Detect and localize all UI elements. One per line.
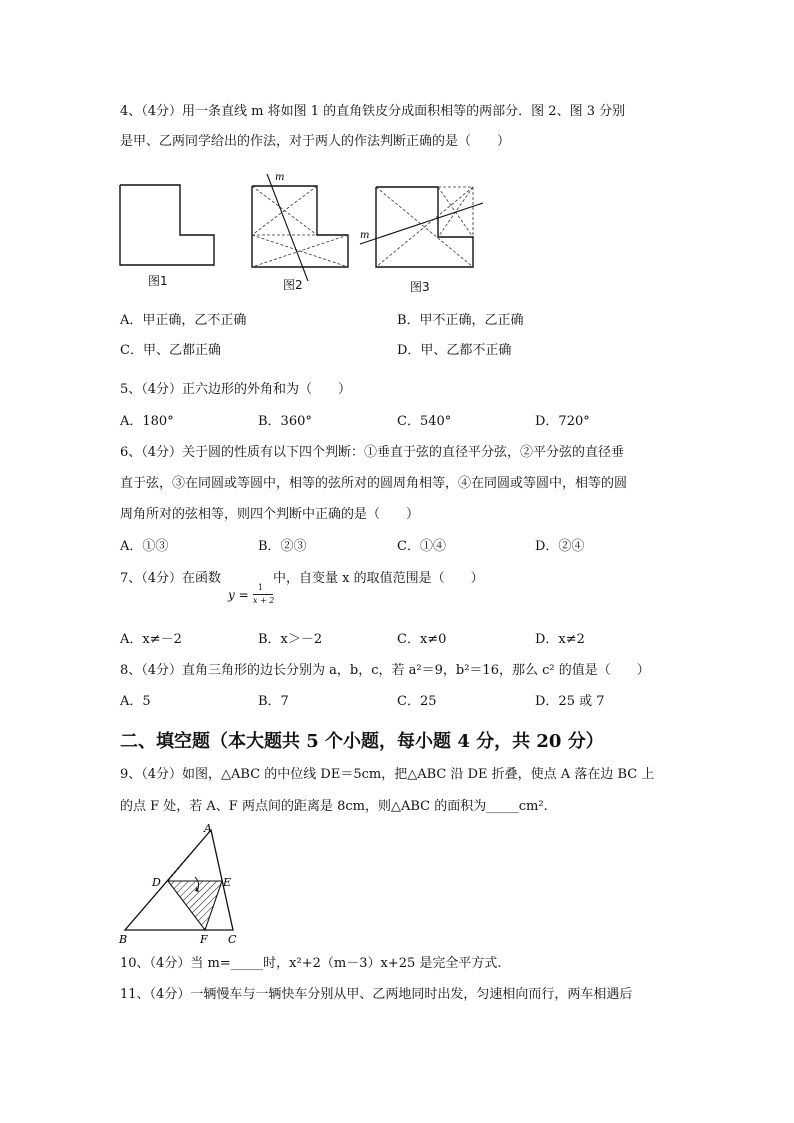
q5-option-c[interactable]: C．540° bbox=[397, 414, 452, 429]
q9-label-a: A bbox=[204, 822, 212, 835]
q8-option-b[interactable]: B．7 bbox=[258, 694, 289, 709]
q4-option-a[interactable]: A．甲正确，乙不正确 bbox=[120, 313, 247, 328]
figure-3-m-label: m bbox=[360, 230, 370, 241]
q7-option-a[interactable]: A．x≠－2 bbox=[120, 632, 182, 647]
q7-fraction-bar bbox=[253, 594, 273, 595]
q6-option-d[interactable]: D．②④ bbox=[535, 539, 585, 554]
q6-stem-line3: 周角所对的弦相等，则四个判断中正确的是（ ） bbox=[120, 507, 420, 522]
figure-2 bbox=[245, 168, 355, 283]
q4-stem-line2: 是甲、乙两同学给出的作法，对于两人的作法判断正确的是（ ） bbox=[120, 134, 511, 149]
figure-1 bbox=[118, 183, 218, 268]
q4-stem-line1: 4、（4分）用一条直线 m 将如图 1 的直角铁皮分成面积相等的两部分．图 2、图 3 分别 bbox=[120, 104, 626, 119]
section-2-heading: 二、填空题（本大题共 5 个小题，每小题 4 分，共 20 分） bbox=[120, 731, 604, 752]
q5-option-a[interactable]: A．180° bbox=[120, 414, 174, 429]
q6-option-b[interactable]: B．②③ bbox=[258, 539, 307, 554]
q7-fraction-denominator: x + 2 bbox=[253, 596, 275, 605]
q9-label-b: B bbox=[119, 933, 128, 946]
q9-label-c: C bbox=[228, 933, 237, 946]
q5-option-d[interactable]: D．720° bbox=[535, 414, 590, 429]
figure-3 bbox=[355, 183, 490, 273]
q6-stem-line1: 6、（4分）关于圆的性质有以下四个判断：①垂直于弦的直径平分弦，②平分弦的直径垂 bbox=[120, 445, 625, 460]
q7-option-d[interactable]: D．x≠2 bbox=[535, 632, 585, 647]
q8-stem: 8、（4分）直角三角形的边长分别为 a，b，c，若 a²＝9，b²＝16，那么 c² 的值是（ ） bbox=[120, 663, 650, 678]
q9-label-f: F bbox=[200, 933, 208, 946]
q9-label-d: D bbox=[152, 876, 161, 889]
q4-option-b[interactable]: B．甲不正确，乙正确 bbox=[397, 313, 524, 328]
q7-function-lhs: y = bbox=[228, 588, 249, 602]
q9-stem-line2: 的点 F 处，若 A、F 两点间的距离是 8cm，则△ABC 的面积为_____cm². bbox=[120, 799, 548, 814]
figure-1-label: 图1 bbox=[148, 274, 168, 288]
q10-stem: 10、（4分）当 m=_____时，x²+2（m－3）x+25 是完全平方式. bbox=[120, 956, 502, 971]
figure-3-label: 图3 bbox=[410, 280, 430, 294]
q7-stem-end: 中，自变量 x 的取值范围是（ ） bbox=[273, 571, 484, 586]
q6-option-c[interactable]: C．①④ bbox=[397, 539, 446, 554]
q4-option-d[interactable]: D．甲、乙都不正确 bbox=[397, 343, 512, 358]
q8-option-a[interactable]: A．5 bbox=[120, 694, 151, 709]
figure-2-label: 图2 bbox=[283, 278, 303, 292]
q8-option-c[interactable]: C．25 bbox=[397, 694, 437, 709]
q6-option-a[interactable]: A．①③ bbox=[120, 539, 169, 554]
q4-option-c[interactable]: C．甲、乙都正确 bbox=[120, 343, 221, 358]
q5-stem: 5、（4分）正六边形的外角和为（ ） bbox=[120, 382, 352, 397]
figure-2-m-label: m bbox=[275, 172, 285, 183]
q7-stem-start: 7、（4分）在函数 bbox=[120, 571, 222, 586]
q8-option-d[interactable]: D．25 或 7 bbox=[535, 694, 605, 709]
q9-stem-line1: 9、（4分）如图，△ABC 的中位线 DE＝5cm，把△ABC 沿 DE 折叠，使点 A 落在边 BC 上 bbox=[120, 767, 655, 782]
q11-stem: 11、（4分）一辆慢车与一辆快车分别从甲、乙两地同时出发，匀速相向而行，两车相遇后 bbox=[120, 987, 633, 1002]
q5-option-b[interactable]: B．360° bbox=[258, 414, 312, 429]
q7-option-b[interactable]: B．x＞－2 bbox=[258, 632, 323, 647]
q9-triangle-figure bbox=[115, 820, 245, 950]
q7-fraction-numerator: 1 bbox=[258, 583, 264, 592]
q9-label-e: E bbox=[223, 876, 232, 889]
q6-stem-line2: 直于弦，③在同圆或等圆中，相等的弦所对的圆周角相等，④在同圆或等圆中，相等的圆 bbox=[120, 476, 628, 491]
q7-option-c[interactable]: C．x≠0 bbox=[397, 632, 447, 647]
